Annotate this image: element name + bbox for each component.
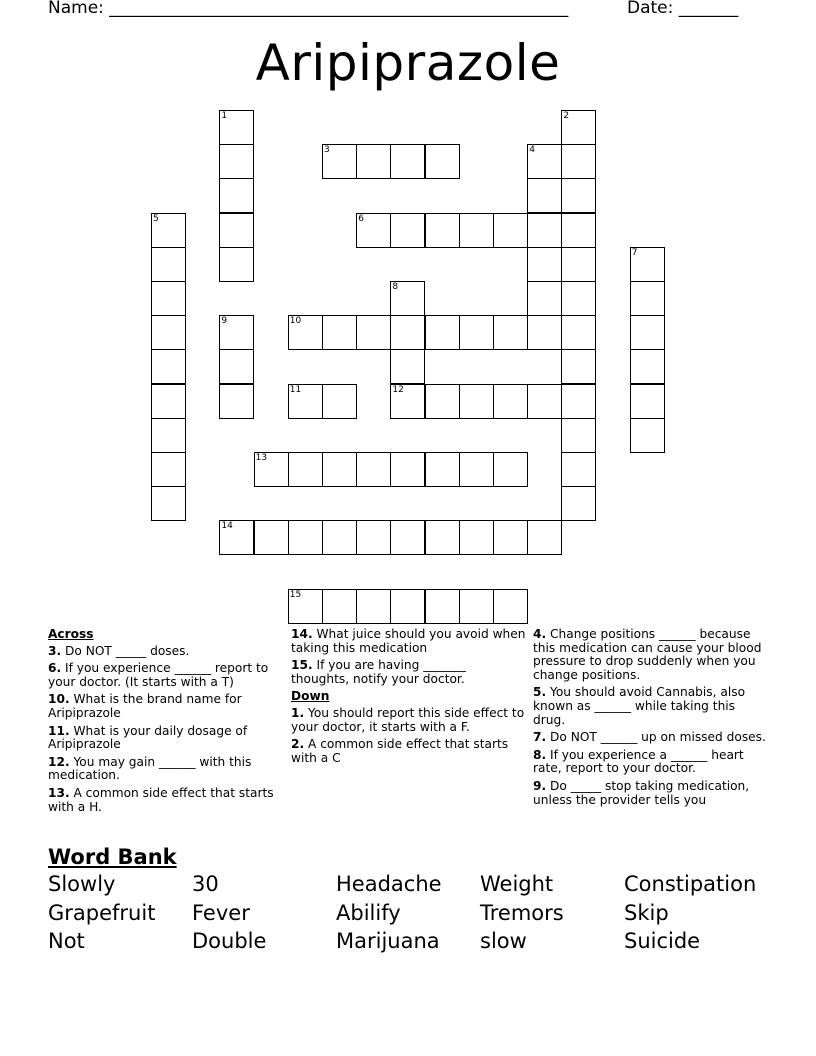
grid-cell[interactable] — [493, 213, 528, 248]
grid-cell[interactable] — [630, 281, 665, 316]
grid-cell[interactable] — [219, 178, 254, 213]
grid-cell[interactable] — [425, 315, 460, 350]
grid-cell[interactable] — [425, 589, 460, 624]
down-heading: Down — [291, 689, 330, 704]
grid-cell[interactable] — [151, 213, 186, 248]
grid-cell[interactable] — [390, 520, 425, 555]
grid-cell[interactable] — [254, 452, 289, 487]
grid-cell[interactable] — [459, 384, 494, 419]
clue-down-9: 9. Do _____ stop taking medication, unless the provider tells you — [533, 778, 750, 807]
grid-cell[interactable] — [219, 213, 254, 248]
grid-cell[interactable] — [151, 452, 186, 487]
grid-cell[interactable] — [527, 213, 562, 248]
grid-cell[interactable] — [356, 520, 391, 555]
grid-cell[interactable] — [493, 520, 528, 555]
grid-cell[interactable] — [561, 213, 596, 248]
clue-down-4: 4. Change positions ______ because this medication can cause your blood pressure to drop suddenly when you change positions. — [533, 627, 762, 682]
clue-down-1: 1. You should report this side effect to your doctor, it starts with a F. — [291, 705, 525, 734]
page-title: Aripiprazole — [255, 34, 561, 92]
grid-cell[interactable] — [459, 452, 494, 487]
grid-cell[interactable] — [561, 144, 596, 179]
clue-number: 13 — [255, 453, 268, 463]
clue-down-8: 8. If you experience a ______ heart rate, report to your doctor. — [533, 747, 744, 776]
clue-across-12: 12. You may gain ______ with this medication. — [48, 754, 252, 783]
grid-cell[interactable] — [630, 349, 665, 384]
word-bank-word: Tremors — [480, 901, 564, 925]
grid-cell[interactable] — [527, 384, 562, 419]
grid-cell[interactable] — [356, 144, 391, 179]
clue-number: 6 — [358, 213, 364, 224]
clue-across-3: 3. Do NOT _____ doses. — [48, 643, 190, 658]
clue-number: 10 — [289, 316, 302, 327]
grid-cell[interactable] — [561, 486, 596, 521]
grid-cell[interactable] — [288, 520, 323, 555]
grid-cell[interactable] — [288, 315, 323, 350]
grid-cell[interactable] — [630, 418, 665, 453]
clue-number: 15 — [289, 589, 302, 600]
clue-across-14: 14. What juice should you avoid when taking this medication — [291, 627, 526, 655]
clue-number: 5 — [153, 213, 159, 224]
clue-number: 7 — [631, 247, 638, 258]
grid-cell[interactable] — [561, 418, 596, 453]
grid-cell[interactable] — [288, 452, 323, 487]
grid-cell[interactable] — [527, 281, 562, 316]
clue-down-5: 5. You should avoid Cannabis, also known as ______ while taking this drug. — [533, 685, 746, 727]
grid-cell[interactable] — [151, 418, 186, 453]
across-heading: Across — [48, 627, 94, 641]
word-bank-word: Fever — [192, 901, 250, 925]
word-bank-word: Not — [48, 929, 85, 953]
clue-number: 12 — [392, 384, 404, 395]
grid-cell[interactable] — [322, 144, 357, 179]
grid-cell[interactable] — [151, 384, 186, 419]
grid-cell[interactable] — [425, 520, 460, 555]
grid-cell[interactable] — [288, 589, 323, 624]
grid-cell[interactable] — [219, 315, 254, 350]
clue-across-10: 10. What is the brand name for Aripiprazole — [48, 692, 242, 720]
clue-number: 2 — [563, 111, 570, 121]
grid-cell[interactable] — [254, 520, 289, 555]
grid-cell[interactable] — [561, 281, 596, 316]
word-bank-word: Headache — [336, 872, 442, 896]
grid-cell[interactable] — [425, 384, 460, 419]
grid-cell[interactable] — [561, 315, 596, 350]
grid-cell[interactable] — [390, 315, 425, 350]
grid-cell[interactable] — [219, 520, 254, 555]
date-field-label: Date: _______ — [627, 0, 739, 18]
grid-cell[interactable] — [151, 247, 186, 282]
grid-cell[interactable] — [425, 144, 460, 179]
grid-cell[interactable] — [459, 213, 494, 248]
clue-number: 14 — [221, 521, 233, 532]
word-bank-word: Grapefruit — [48, 901, 156, 925]
grid-cell[interactable] — [527, 315, 562, 350]
grid-cell[interactable] — [219, 384, 254, 419]
grid-cell[interactable] — [561, 247, 596, 282]
grid-cell[interactable] — [390, 144, 425, 179]
word-bank-word: Constipation — [624, 872, 757, 896]
grid-cell[interactable] — [322, 520, 357, 555]
grid-cell[interactable] — [219, 110, 254, 145]
grid-cell[interactable] — [219, 247, 254, 282]
grid-cell[interactable] — [459, 520, 494, 555]
grid-cell[interactable] — [493, 452, 528, 487]
word-bank-word: Marijuana — [336, 929, 440, 953]
clue-number: 11 — [289, 384, 302, 395]
grid-cell[interactable] — [493, 589, 528, 624]
grid-cell[interactable] — [390, 589, 425, 624]
grid-cell[interactable] — [561, 349, 596, 384]
clues-column-1 — [48, 628, 284, 818]
word-bank-word: Skip — [624, 901, 669, 925]
word-bank-word: Suicide — [624, 929, 701, 953]
grid-cell[interactable] — [425, 452, 460, 487]
grid-cell[interactable] — [630, 247, 665, 282]
grid-cell[interactable] — [390, 213, 425, 248]
grid-cell[interactable] — [527, 247, 562, 282]
grid-cell[interactable] — [390, 452, 425, 487]
grid-cell[interactable] — [356, 589, 391, 624]
clues-column-2 — [291, 628, 527, 769]
word-bank-word: Double — [192, 929, 267, 953]
clue-across-6: 6. If you experience ______ report to your doctor. (It starts with a T) — [48, 661, 269, 689]
grid-cell[interactable] — [493, 315, 528, 350]
grid-cell[interactable] — [356, 315, 391, 350]
grid-cell[interactable] — [322, 589, 357, 624]
clue-number: 3 — [324, 145, 330, 156]
grid-cell[interactable] — [390, 349, 425, 384]
grid-cell[interactable] — [356, 213, 391, 248]
grid-cell[interactable] — [527, 144, 562, 179]
grid-cell[interactable] — [493, 384, 528, 419]
grid-cell[interactable] — [151, 315, 186, 350]
grid-cell[interactable] — [561, 110, 596, 145]
grid-cell[interactable] — [390, 384, 425, 419]
grid-cell[interactable] — [219, 144, 254, 179]
grid-cell[interactable] — [527, 178, 562, 213]
grid-cell[interactable] — [561, 178, 596, 213]
word-bank-word: Abilify — [336, 901, 401, 925]
word-bank-word: Slowly — [48, 872, 116, 896]
word-bank-title: Word Bank — [48, 845, 177, 869]
word-bank-word: slow — [480, 929, 527, 953]
grid-cell[interactable] — [322, 384, 357, 419]
grid-cell[interactable] — [561, 452, 596, 487]
grid-cell[interactable] — [356, 452, 391, 487]
clue-number: 9 — [221, 316, 228, 327]
grid-cell[interactable] — [561, 384, 596, 419]
clues-column-3 — [533, 628, 769, 811]
grid-cell[interactable] — [151, 486, 186, 521]
grid-cell[interactable] — [322, 452, 357, 487]
grid-cell[interactable] — [390, 281, 425, 316]
clue-across-13: 13. A common side effect that starts with a H. — [48, 785, 274, 814]
clue-down-7: 7. Do NOT ______ up on missed doses. — [533, 730, 766, 745]
grid-cell[interactable] — [151, 281, 186, 316]
grid-cell[interactable] — [425, 213, 460, 248]
clue-across-15: 15. If you are having _______ thoughts, notify your doctor. — [291, 658, 466, 686]
clue-down-2: 2. A common side effect that starts with a C — [291, 737, 509, 765]
grid-cell[interactable] — [630, 384, 665, 419]
grid-cell[interactable] — [527, 520, 562, 555]
grid-cell[interactable] — [630, 315, 665, 350]
word-bank-word: 30 — [192, 872, 219, 896]
grid-cell[interactable] — [151, 349, 186, 384]
word-bank-word: Weight — [480, 872, 554, 896]
grid-cell[interactable] — [322, 315, 357, 350]
clue-number: 8 — [392, 282, 399, 292]
grid-cell[interactable] — [459, 315, 494, 350]
name-field-label: Name: ______________________________________________________ — [48, 0, 569, 18]
grid-cell[interactable] — [219, 349, 254, 384]
grid-cell[interactable] — [459, 589, 494, 624]
clue-number: 1 — [221, 111, 228, 121]
grid-cell[interactable] — [288, 384, 323, 419]
clue-number: 4 — [529, 145, 535, 156]
clue-across-11: 11. What is your daily dosage of Aripiprazole — [48, 723, 248, 752]
